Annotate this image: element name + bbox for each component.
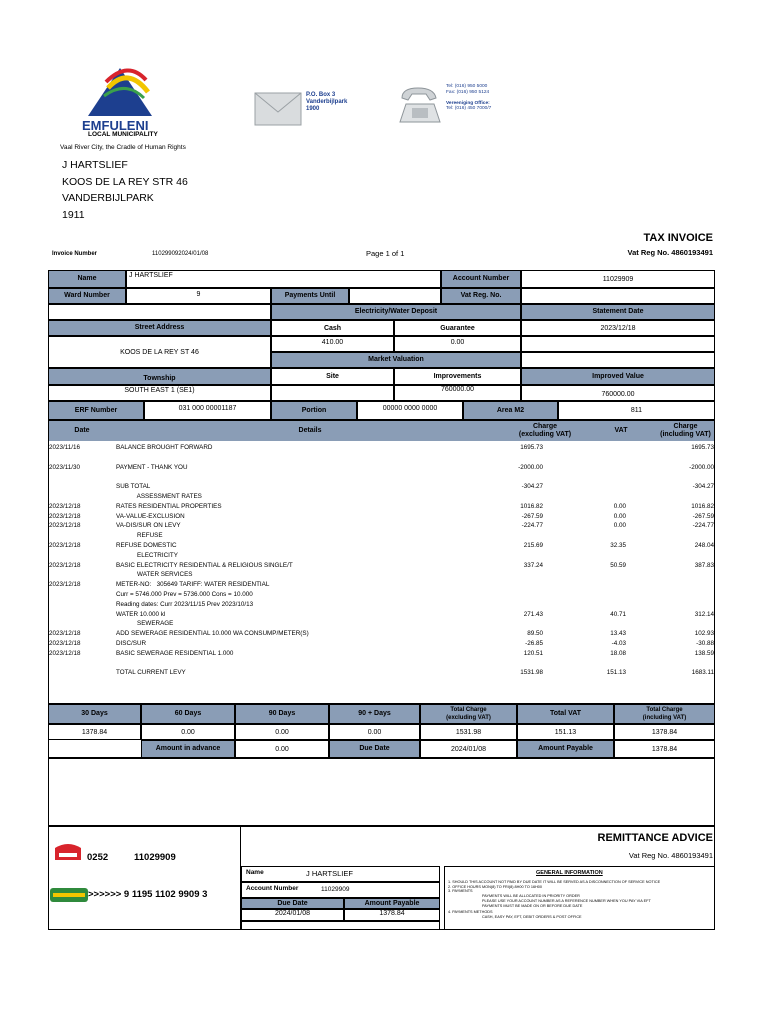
name-text: J HARTSLIEF	[129, 272, 173, 279]
easypay-number: >>>>>> 9 1195 1102 9909 3	[88, 889, 208, 900]
col-charge-header: Charge (excluding VAT)	[518, 423, 572, 438]
amount-payable-label: Amount Payable	[517, 740, 614, 758]
col-date-header: Date	[74, 427, 90, 434]
detail-vat: 151.13	[606, 669, 626, 677]
general-info-line: 1. SHOULD THIS ACCOUNT NOT PAID BY DUE DATE IT WILL BE SERVED AS A DISCONNECTION OF SERVICE NOTICE	[448, 880, 661, 884]
detail-desc: WATER 10.000 kl	[116, 610, 166, 618]
remit-amount-payable-label: Amount Payable	[344, 898, 440, 909]
vat-reg-value	[521, 288, 715, 304]
erf-number-label: ERF Number	[48, 401, 144, 420]
remit-amount-payable-value: 1378.84	[344, 909, 440, 921]
tagline: Vaal River City, the Cradle of Human Rights	[60, 144, 186, 151]
contact-line: Vereeniging Office:	[446, 100, 490, 106]
detail-line	[0, 639, 768, 649]
detail-date: 2023/12/18	[49, 649, 81, 657]
detail-vat: -4.03	[611, 640, 626, 647]
detail-line	[0, 610, 768, 620]
detail-date: 2023/11/16	[49, 444, 81, 451]
detail-date: 2023/12/18	[49, 630, 81, 638]
detail-line	[0, 629, 768, 639]
detail-incl: -304.27	[692, 483, 714, 491]
cash-label: Cash	[271, 320, 394, 336]
general-info-line: PAYMENTS MUST BE MADE ON OR BEFORE DUE DATE	[482, 903, 583, 908]
detail-desc: Reading dates: Curr 2023/11/15 Prev 2023/10/13	[116, 600, 254, 608]
detail-excl: 1531.98	[520, 669, 543, 677]
township-value: SOUTH EAST 1 (SE1)	[48, 385, 271, 401]
detail-line	[0, 463, 768, 473]
detail-incl: 312.14	[694, 610, 714, 618]
detail-line	[0, 590, 768, 600]
detail-line	[0, 521, 768, 531]
due-date-value: 2024/01/08	[420, 740, 517, 758]
remit-account-label: Account Number	[246, 885, 299, 892]
org-sub: LOCAL MUNICIPALITY	[88, 131, 158, 138]
guarantee-label: Guarantee	[394, 320, 521, 336]
site-value	[271, 385, 394, 401]
detail-vat: 50.59	[610, 561, 626, 569]
detail-desc: BASIC ELECTRICITY RESIDENTIAL & RELIGIOUS SINGLE/T	[116, 561, 293, 569]
detail-excl: -26.85	[525, 640, 543, 647]
addressee-line: VANDERBIJLPARK	[62, 192, 154, 204]
summary-60-label: 60 Days	[141, 704, 235, 724]
detail-desc: VA-DIS/SUR ON LEVY	[116, 522, 181, 530]
improved-value: 760000.00	[521, 385, 715, 401]
page-indicator: Page 1 of 1	[366, 249, 405, 258]
guarantee-value: 0.00	[394, 336, 521, 352]
easypay-logo	[50, 888, 88, 907]
detail-vat: 0.00	[613, 512, 626, 520]
contact-line: Fax: (016) 950 5124	[446, 89, 490, 95]
name-value	[126, 270, 441, 288]
general-info-line: 3. PAYMENTS	[448, 889, 473, 894]
detail-desc: RATES RESIDENTIAL PROPERTIES	[116, 502, 222, 510]
summary-90-label: 90 Days	[235, 704, 329, 724]
remit-due-date-label: Due Date	[241, 898, 344, 909]
detail-desc: DISC/SUR	[116, 640, 147, 647]
detail-vat: 0.00	[613, 522, 626, 530]
vat-reg-label: Vat Reg. No.	[441, 288, 521, 304]
improved-value-label: Improved Value	[521, 368, 715, 385]
detail-desc: BALANCE BROUGHT FORWARD	[116, 444, 213, 451]
postal-line: 1900	[306, 106, 320, 112]
addressee-block	[62, 157, 188, 223]
payments-until-label: Payments Until	[271, 288, 349, 304]
deposit-label: Electricity/Water Deposit	[271, 304, 521, 320]
summary-total-incl-label: Total Charge (including VAT)	[614, 704, 715, 724]
detail-excl: -267.59	[521, 512, 543, 520]
township-label: Township	[48, 368, 271, 385]
general-info-line: 2. OFFICE HOURS MON(8) TO FRI(8) 8H00 TO 16H00	[448, 884, 543, 889]
detail-vat: 13.43	[610, 630, 626, 638]
invoice-title: TAX INVOICE	[643, 232, 713, 244]
summary-30-value: 1378.84	[48, 724, 141, 740]
detail-desc: PAYMENT - THANK YOU	[116, 463, 188, 471]
addressee-line: 1911	[62, 208, 85, 221]
remit-due-date-value: 2024/01/08	[241, 909, 344, 921]
street-address-value: KOOS DE LA REY ST 46	[48, 336, 271, 368]
site-label: Site	[271, 368, 394, 385]
payments-until-value	[349, 288, 441, 304]
remit-blank-row	[241, 921, 440, 930]
amount-payable-value: 1378.84	[614, 740, 715, 758]
envelope-icon	[254, 92, 302, 131]
summary-total-vat-label: Total VAT	[517, 704, 614, 724]
market-valuation-label: Market Valuation	[271, 352, 521, 368]
detail-vat: 18.08	[610, 649, 626, 657]
detail-date: 2023/12/18	[49, 561, 81, 569]
col-charge-inc-header: Charge (including VAT)	[660, 423, 711, 438]
remittance-title: REMITTANCE ADVICE	[597, 832, 713, 844]
detail-line	[0, 561, 768, 571]
detail-excl: 89.50	[527, 630, 543, 638]
statement-date-value: 2023/12/18	[521, 320, 715, 336]
post-office-code: 0252	[87, 852, 109, 863]
amount-in-advance-label: Amount in advance	[141, 740, 235, 758]
detail-line	[0, 492, 768, 502]
detail-incl: 1016.82	[691, 502, 714, 510]
summary-60-value: 0.00	[141, 724, 235, 740]
cash-value: 410.00	[271, 336, 394, 352]
post-office-logo	[53, 842, 83, 867]
detail-line	[0, 668, 768, 678]
post-office-account: 11029909	[134, 852, 176, 863]
detail-line	[0, 659, 768, 669]
general-info-line: PLEASE USE YOUR ACCOUNT NUMBER AS A REFERENCE NUMBER WHEN YOU PAY VIA EFT	[482, 898, 651, 903]
detail-line	[0, 570, 768, 580]
detail-line	[0, 600, 768, 610]
detail-desc: REFUSE DOMESTIC	[116, 542, 177, 549]
detail-incl: -2000.00	[689, 463, 714, 471]
detail-desc: TOTAL CURRENT LEVY	[116, 669, 186, 677]
general-info-title: GENERAL INFORMATION	[536, 870, 603, 876]
contact-details	[446, 84, 491, 112]
detail-desc: ADD SEWERAGE RESIDENTIAL 10.000 WA CONSUMP/METER(S)	[116, 630, 309, 638]
org-name: EMFULENI	[82, 118, 149, 133]
ward-number-value: 9	[126, 288, 271, 304]
street-address-label: Street Address	[48, 320, 271, 336]
summary-90plus-value: 0.00	[329, 724, 420, 740]
col-details-header: Details	[298, 427, 322, 434]
detail-vat: 40.71	[610, 610, 626, 618]
detail-excl: 1016.82	[520, 502, 543, 510]
detail-date: 2023/11/30	[49, 463, 81, 471]
statement-date-label: Statement Date	[521, 304, 715, 320]
blank-cell	[521, 336, 715, 352]
detail-date: 2023/12/18	[49, 522, 81, 530]
detail-vat: 32.35	[610, 542, 626, 549]
portion-label: Portion	[271, 401, 357, 420]
contact-line: Tel: (016) 450 7000/7	[446, 106, 492, 112]
detail-incl: -267.59	[692, 512, 714, 520]
remit-name-label-text: Name	[246, 869, 264, 876]
summary-total-charge-value: 1531.98	[420, 724, 517, 740]
remittance-vat-reg: Vat Reg No. 4860193491	[628, 851, 713, 860]
detail-incl: -30.88	[696, 640, 714, 647]
account-number-value: 11029909	[521, 270, 715, 288]
detail-incl: -224.77	[692, 522, 714, 530]
general-info-line: CASH, EASY PAY, EFT, DEBIT ORDERS & POST OFFICE	[482, 914, 582, 919]
detail-desc: REFUSE	[116, 532, 163, 540]
invoice-number: 110299092024/01/08	[152, 251, 209, 257]
remit-name-value: J HARTSLIEF	[306, 869, 353, 878]
detail-desc: SUB TOTAL	[116, 483, 151, 491]
detail-excl: 337.24	[523, 561, 543, 569]
detail-incl: 1695.73	[691, 444, 714, 451]
postal-address	[306, 92, 347, 113]
detail-line	[0, 453, 768, 463]
detail-desc: METER-NO: 305649 TARIFF: WATER RESIDENTIAL	[116, 581, 270, 589]
summary-total-charge-label: Total Charge (excluding VAT)	[420, 704, 517, 724]
col-vat-header: VAT	[614, 427, 628, 434]
summary-total-vat-value: 151.13	[517, 724, 614, 740]
detail-date: 2023/12/18	[49, 640, 81, 647]
detail-incl: 1683.11	[691, 669, 714, 677]
detail-excl: 120.51	[523, 649, 543, 657]
improvements-value: 760000.00	[394, 385, 521, 401]
detail-line	[0, 531, 768, 541]
detail-incl: 387.83	[694, 561, 714, 569]
detail-excl: -224.77	[521, 522, 543, 530]
detail-desc: VA-VALUE-EXCLUSION	[116, 512, 185, 520]
detail-desc: Curr = 5746.000 Prev = 5736.000 Cons = 10.000	[116, 591, 253, 598]
message-box	[48, 758, 715, 826]
detail-excl: -2000.00	[518, 463, 543, 471]
postal-line: Vanderbijlpark	[306, 99, 348, 105]
detail-line	[0, 443, 768, 453]
detail-line	[0, 502, 768, 512]
detail-excl: 215.69	[523, 542, 543, 549]
contact-line: Tel: (016) 950 5000	[446, 84, 488, 89]
detail-vat: 0.00	[613, 502, 626, 510]
detail-line	[0, 482, 768, 492]
general-info-line: 4. PAYMENTS METHODS	[448, 910, 493, 915]
blank-cell	[521, 352, 715, 368]
general-info-text	[448, 880, 713, 920]
improvements-label: Improvements	[394, 368, 521, 385]
detail-date: 2023/12/18	[49, 542, 81, 549]
amount-in-advance-value: 0.00	[235, 740, 329, 758]
detail-incl: 248.04	[694, 542, 714, 549]
detail-excl: 1695.73	[520, 444, 543, 451]
detail-line	[0, 472, 768, 482]
detail-excl: 271.43	[523, 610, 543, 618]
detail-excl: -304.27	[521, 483, 543, 491]
invoice-number-label: Invoice Number	[52, 251, 98, 257]
detail-desc: ELECTRICITY	[116, 551, 178, 559]
summary-90-value: 0.00	[235, 724, 329, 740]
portion-value: 00000 0000 0000	[357, 401, 463, 420]
detail-incl: 138.59	[694, 649, 714, 657]
detail-desc: BASIC SEWERAGE RESIDENTIAL 1.000	[116, 649, 234, 657]
detail-desc: SEWERAGE	[116, 620, 174, 628]
general-info-line: PAYMENTS WILL BE ALLOCATED IN PRIORITY ORDER	[482, 894, 580, 899]
detail-desc: ASSESSMENT RATES	[116, 493, 202, 500]
phone-icon	[398, 84, 444, 131]
detail-desc: WATER SERVICES	[116, 571, 193, 579]
invoice-vat-reg: Vat Reg No. 4860193491	[627, 248, 713, 257]
name-label: Name	[48, 270, 126, 288]
erf-number-value: 031 000 00001187	[144, 401, 271, 420]
detail-line	[0, 580, 768, 590]
remit-account-value: 11029909	[321, 886, 350, 893]
detail-line	[0, 512, 768, 522]
detail-date: 2023/12/18	[49, 512, 81, 520]
detail-line	[0, 649, 768, 659]
account-number-label: Account Number	[441, 270, 521, 288]
blank-cell	[48, 304, 271, 320]
detail-incl: 102.93	[694, 630, 714, 638]
summary-30-label: 30 Days	[48, 704, 141, 724]
postal-line: P.O. Box 3	[306, 92, 336, 98]
detail-line	[0, 551, 768, 561]
detail-date: 2023/12/18	[49, 502, 81, 510]
detail-line	[0, 541, 768, 551]
addressee-line: KOOS DE LA REY STR 46	[62, 175, 188, 188]
ward-number-label: Ward Number	[48, 288, 126, 304]
area-value: 811	[558, 401, 715, 420]
area-label: Area M2	[463, 401, 558, 420]
detail-date: 2023/12/18	[49, 581, 81, 589]
due-date-label: Due Date	[329, 740, 420, 758]
summary-total-incl-value: 1378.84	[614, 724, 715, 740]
summary-90plus-label: 90 + Days	[329, 704, 420, 724]
detail-line	[0, 619, 768, 629]
addressee-line: J HARTSLIEF	[62, 159, 128, 171]
